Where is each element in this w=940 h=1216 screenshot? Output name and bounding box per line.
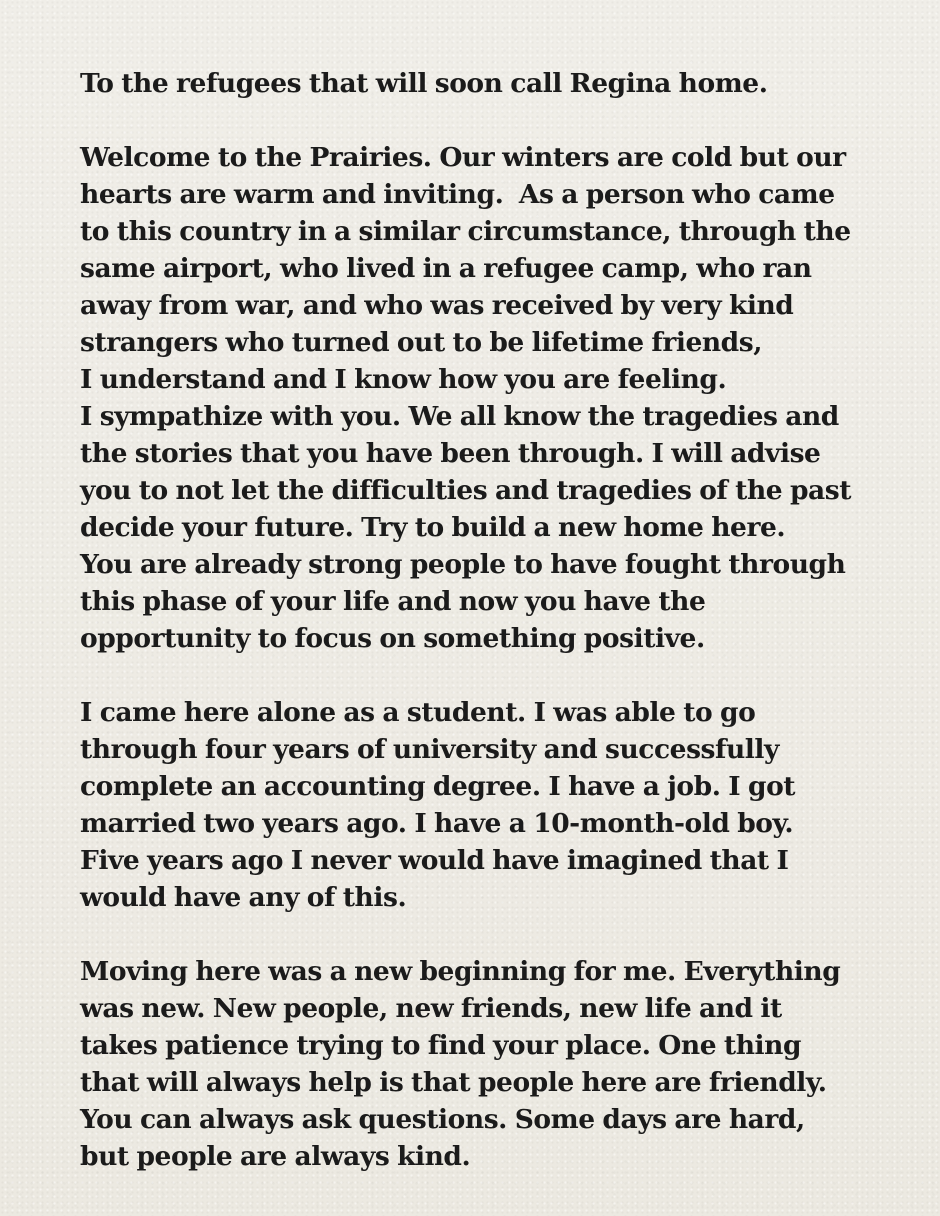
paragraph-line: that will always help is that people here are friendly.	[80, 1067, 827, 1098]
paragraph-gap	[80, 657, 900, 694]
paragraph-line: the stories that you have been through. I will advise	[80, 438, 821, 469]
paragraph-gap	[80, 102, 900, 139]
paragraph-line: I sympathize with you. We all know the tragedies and	[80, 401, 839, 432]
paragraph-line: but people are always kind.	[80, 1141, 471, 1172]
paragraph-line: You are already strong people to have fought through	[80, 549, 846, 580]
paragraph-line: this phase of your life and now you have the	[80, 586, 706, 617]
paragraph-line: same airport, who lived in a refugee camp, who ran	[80, 253, 812, 284]
paragraph-line: strangers who turned out to be lifetime friends,	[80, 327, 763, 358]
paragraph-line: away from war, and who was received by very kind	[80, 290, 794, 321]
paragraph-line: opportunity to focus on something positive.	[80, 623, 705, 654]
paragraph-line: to this country in a similar circumstance, through the	[80, 216, 851, 247]
letter-salutation: To the refugees that will soon call Regina home.	[80, 68, 768, 99]
paragraph-line: You can always ask questions. Some days are hard,	[80, 1104, 805, 1135]
letter-body	[80, 65, 900, 1175]
paragraph-line: married two years ago. I have a 10-month-old boy.	[80, 808, 794, 839]
paragraph-line: hearts are warm and inviting. As a person who came	[80, 179, 835, 210]
paragraph-line: Five years ago I never would have imagined that I	[80, 845, 789, 876]
paragraph-line: I understand and I know how you are feeling.	[80, 364, 727, 395]
paragraph-line: complete an accounting degree. I have a job. I got	[80, 771, 796, 802]
paragraph-line: I came here alone as a student. I was able to go	[80, 697, 756, 728]
paragraph-line: through four years of university and successfully	[80, 734, 779, 765]
paragraph-line: would have any of this.	[80, 882, 407, 913]
paragraph-3	[80, 953, 900, 1175]
paragraph-1	[80, 139, 900, 657]
paragraph-2	[80, 694, 900, 916]
paragraph-line: decide your future. Try to build a new home here.	[80, 512, 786, 543]
paragraph-gap	[80, 916, 900, 953]
paragraph-line: was new. New people, new friends, new life and it	[80, 993, 782, 1024]
paragraph-line: takes patience trying to find your place. One thing	[80, 1030, 802, 1061]
paragraph-line: you to not let the difficulties and tragedies of the past	[80, 475, 852, 506]
paragraph-line: Welcome to the Prairies. Our winters are cold but our	[80, 142, 846, 173]
paragraph-line: Moving here was a new beginning for me. Everything	[80, 956, 841, 987]
